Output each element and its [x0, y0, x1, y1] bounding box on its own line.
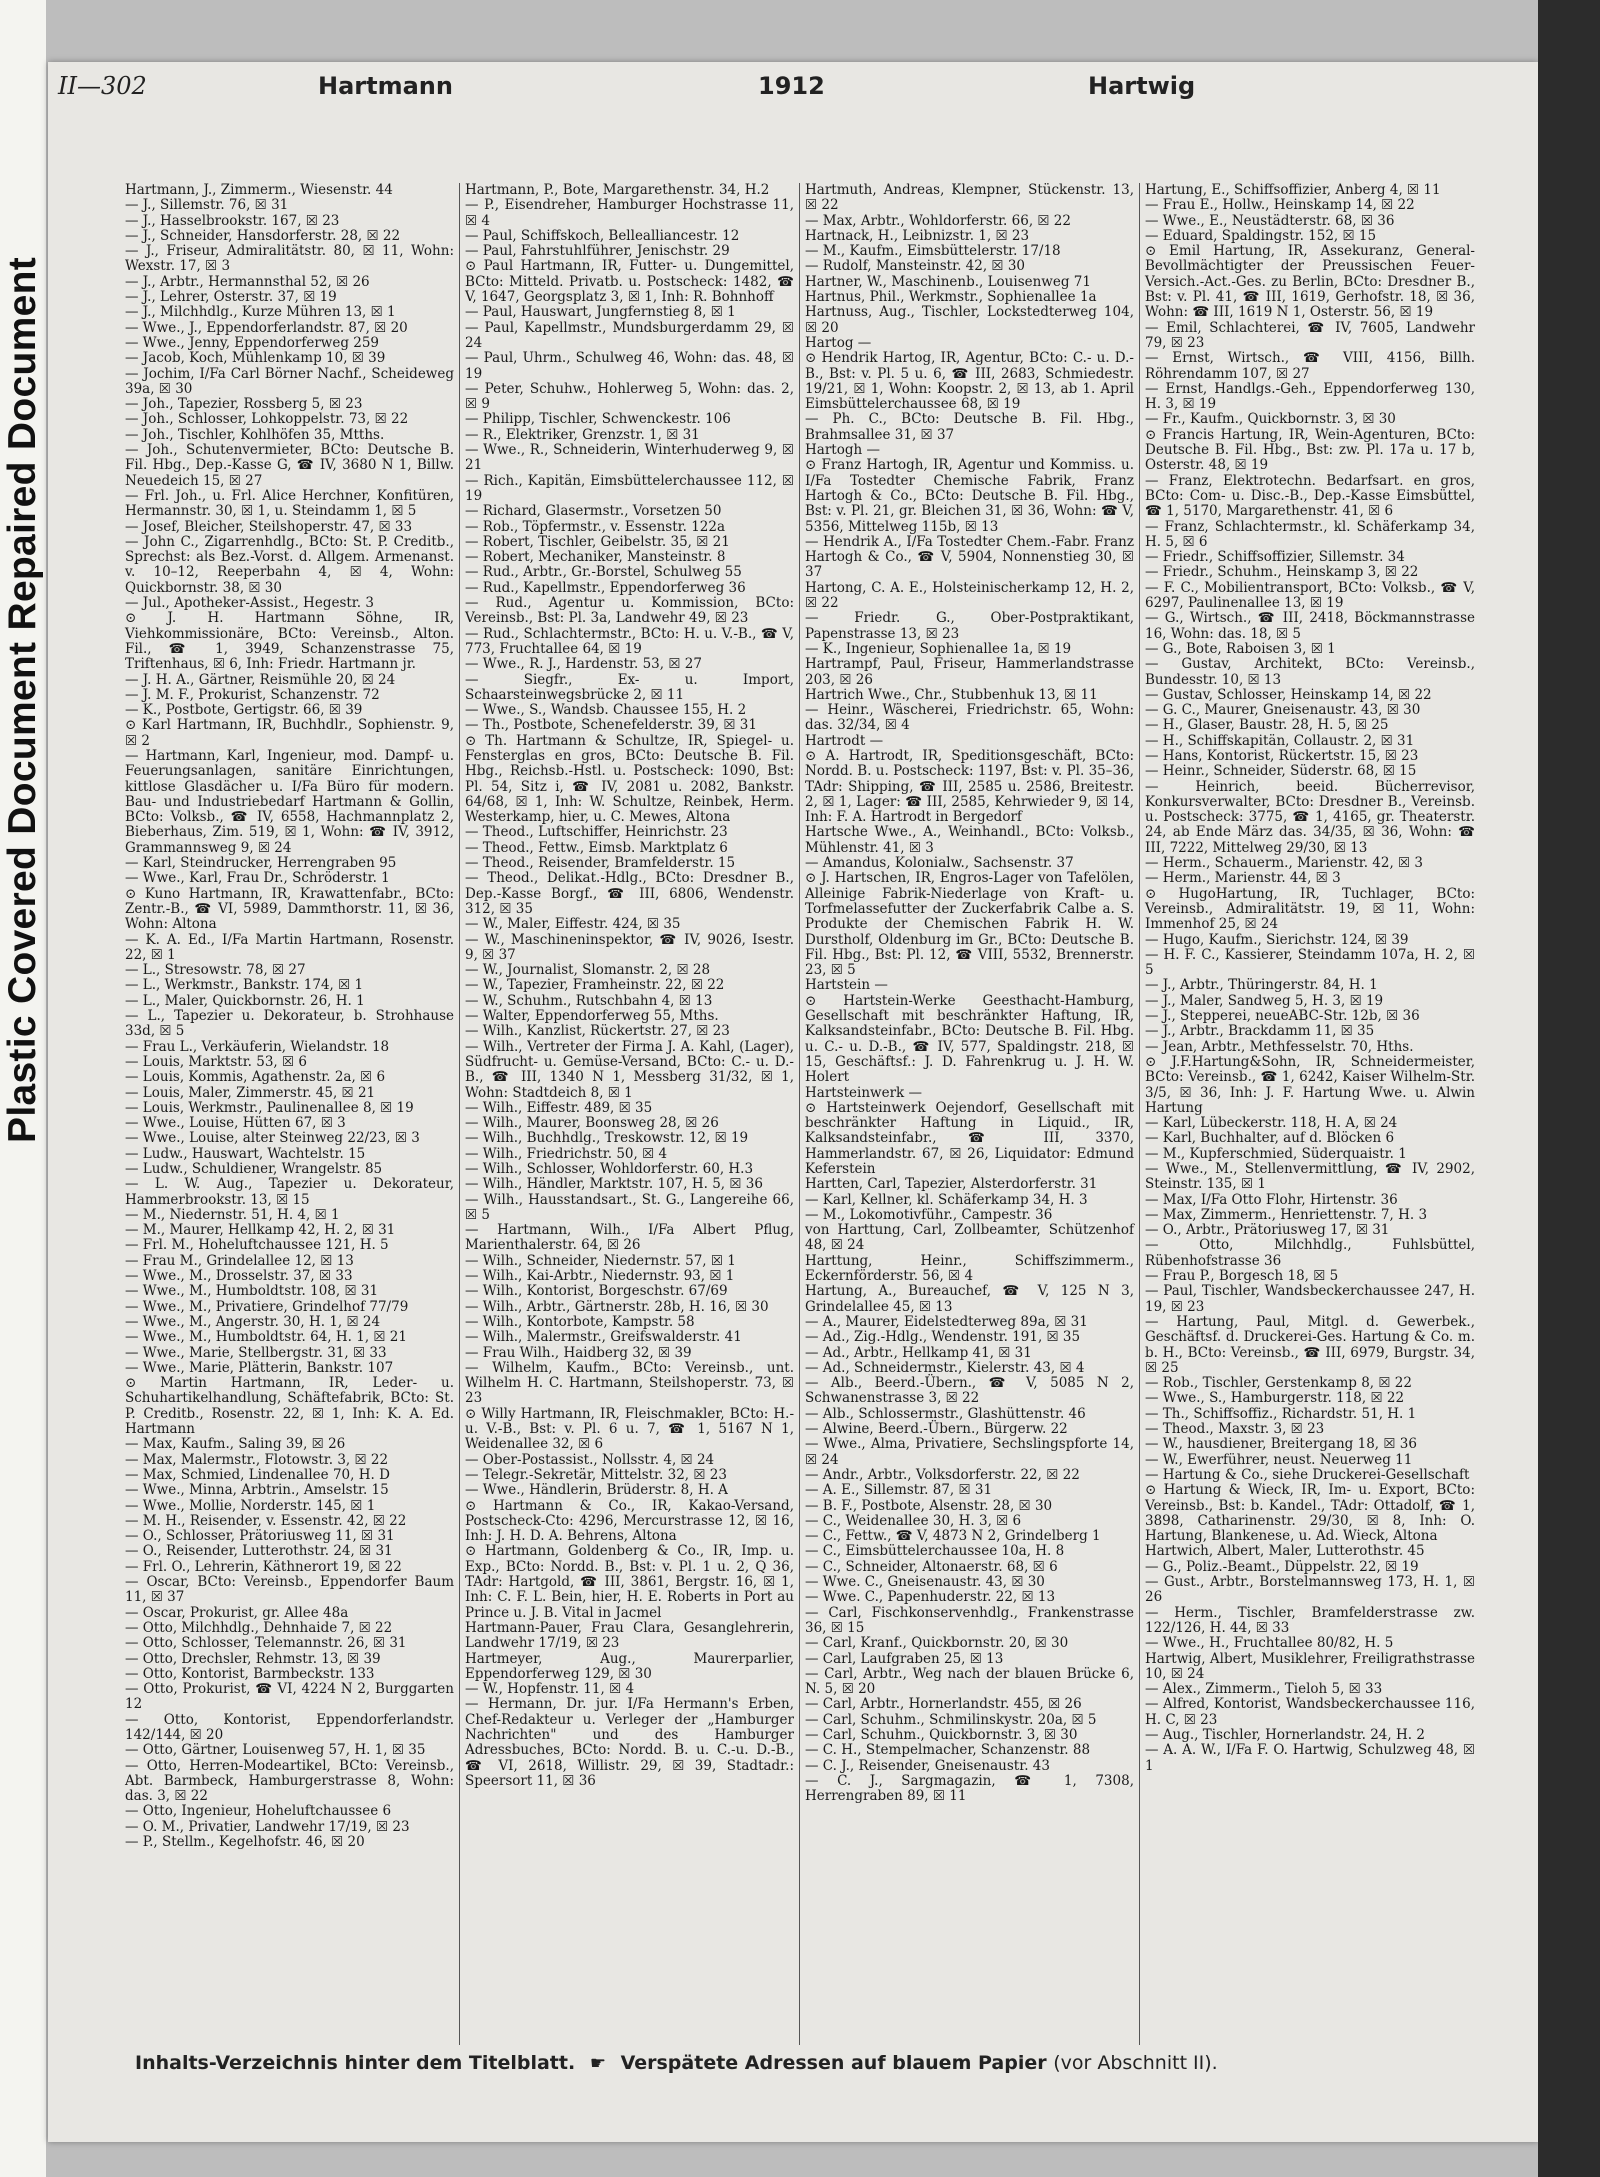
directory-entry: — Wwe., Jenny, Eppendorferweg 259 [125, 334, 380, 351]
directory-entry: — J. H. A., Gärtner, Reismühle 20, ☒ 24 [125, 671, 396, 688]
directory-entry: Hartmann, J., Zimmerm., Wiesenstr. 44 [125, 183, 393, 198]
footer-late-addresses: Verspätete Adressen auf blauem Papier [620, 2052, 1047, 2074]
directory-entry: — Aug., Tischler, Hornerlandstr. 24, H. 2 [1145, 1726, 1425, 1743]
directory-entry: ⊙ HugoHartung, IR, Tuchlager, BCto: Vereinsb., Admiralitätstr. 19, ☒ 11, Wohn: Immenhof 25, ☒ 24 [1145, 885, 1475, 933]
directory-entry: — H., Schiffskapitän, Collaustr. 2, ☒ 31 [1145, 732, 1415, 749]
directory-entry: — Max, Schmied, Lindenallee 70, H. D [125, 1466, 390, 1483]
directory-entry: — Louis, Maler, Zimmerstr. 45, ☒ 21 [125, 1084, 376, 1101]
directory-entry: — P., Eisendreher, Hamburger Hochstrasse 11, ☒ 4 [465, 197, 794, 229]
directory-entry: Hartmann, P., Bote, Margarethenstr. 34, H.2 [465, 183, 770, 198]
directory-entry: — Frl. O., Lehrerin, Käthnerort 19, ☒ 22 [125, 1558, 402, 1575]
directory-entry: — Hartmann, Karl, Ingenieur, mod. Dampf- u. Feuerungsanlagen, sanitäre Einrichtungen, kittlose Glasdächer u. I/Fa Büro für modern. Bau- und Industriebedarf Hartmann & Gollin, BCto: Volksb., ☎ IV, 6558, Hachmannplatz 2, Bieberhaus, Zim. 519, ☒ 1, Wohn: ☎ IV, 3912, Grammannsweg 9, ☒ 24 [125, 747, 454, 856]
directory-entry: — O., Reisender, Lutterothstr. 24, ☒ 31 [125, 1543, 393, 1560]
directory-entry: — Wwe., E., Neustädterstr. 68, ☒ 36 [1145, 212, 1395, 229]
directory-entry: — Frau P., Borgesch 18, ☒ 5 [1145, 1268, 1339, 1285]
directory-entry: — Frl. M., Hoheluftchaussee 121, H. 5 [125, 1237, 389, 1254]
directory-entry: Hartner, W., Maschinenb., Louisenweg 71 [805, 273, 1091, 290]
directory-entry: ⊙ Hartmann, Goldenberg & Co., IR, Imp. u. Exp., BCto: Nordd. B., Bst: v. Pl. 1 u. 2, Q 36, TAdr: Hartgold, ☎ III, 3861, Bergstr. 16, ☒ 1, Inh: C. F. L. Bein, hier, H. E. Roberts in Port au Prince u. J. B. Vital in Jacmel [465, 1543, 794, 1621]
directory-entry: — Karl, Steindrucker, Herrengraben 95 [125, 855, 397, 872]
directory-entry: — W., Tapezier, Framheinstr. 22, ☒ 22 [465, 977, 725, 994]
directory-entry: — W., Schuhm., Rutschbahn 4, ☒ 13 [465, 992, 713, 1009]
directory-entry: — John C., Zigarrenhdlg., BCto: St. P. Creditb., Sprechst: als Bez.-Vorst. d. Allgem. Armenanst. v. 10–12, Reeperbahn 4, ☒ 4, Wohn: Quickbornstr. 38, ☒ 30 [125, 533, 454, 596]
directory-entry: Hartwich, Albert, Maler, Lutterothstr. 45 [1145, 1543, 1425, 1560]
directory-entry: — L., Werkmstr., Bankstr. 174, ☒ 1 [125, 977, 364, 994]
column-2 [460, 183, 800, 2045]
directory-entry: — Hendrik A., I/Fa Tostedter Chem.-Fabr. Franz Hartogh & Co., ☎ V, 5904, Nonnenstieg 30, ☒ 37 [805, 533, 1134, 581]
directory-entry: — Wwe., M., Stellenvermittlung, ☎ IV, 2902, Steinstr. 135, ☒ 1 [1145, 1161, 1475, 1193]
directory-entry: — Rud., Schlachtermstr., BCto: H. u. V.-B., ☎ V, 773, Fruchtallee 64, ☒ 19 [465, 625, 794, 657]
directory-entry: — Fr., Kaufm., Quickbornstr. 3, ☒ 30 [1145, 411, 1396, 428]
directory-entry: Hartrich Wwe., Chr., Stubbenhuk 13, ☒ 11 [805, 686, 1098, 703]
directory-entry: — Joh., Tapezier, Rossberg 5, ☒ 23 [125, 396, 363, 413]
directory-entry: — Hartung, Paul, Mitgl. d. Gewerbek., Geschäftsf. d. Druckerei-Ges. Hartung & Co. m. b. H., BCto: Vereinsb., ☎ III, 6979, Burgstr. 34, ☒ 25 [1145, 1313, 1475, 1376]
directory-entry: — J., Milchhdlg., Kurze Mühren 13, ☒ 1 [125, 304, 396, 321]
directory-entry: ⊙ J. Hartschen, IR, Engros-Lager von Tafelölen, Alleinige Fabrik-Niederlage von Kraft- u. Torfmelassefutter der Zuckerfabrik Calbe a. S. Produkte der Chemischen Fabrik H. W. Durstholf, Oldenburg im Gr., BCto: Deutsche B. Fil. Hbg., Bst: Pl. 12, ☎ VIII, 5532, Brennerstr. 23, ☒ 5 [805, 870, 1134, 979]
directory-entry: — Andr., Arbtr., Volksdorferstr. 22, ☒ 22 [805, 1466, 1080, 1483]
directory-entry: — Wilh., Eiffestr. 489, ☒ 35 [465, 1099, 653, 1116]
directory-entry: — J., Hasselbrookstr. 167, ☒ 23 [125, 212, 340, 229]
directory-entry: von Harttung, Carl, Zollbeamter, Schützenhof 48, ☒ 24 [805, 1222, 1134, 1254]
directory-entry: ⊙ Karl Hartmann, IR, Buchhdlr., Sophienstr. 9, ☒ 2 [125, 717, 454, 749]
directory-entry: — Siegfr., Ex- u. Import, Schaarsteinwegsbrücke 2, ☒ 11 [465, 671, 794, 703]
directory-entry: — Wwe., Mollie, Norderstr. 145, ☒ 1 [125, 1497, 376, 1514]
directory-entry: — J., Friseur, Admiralitätstr. 80, ☒ 11, Wohn: Wexstr. 17, ☒ 3 [125, 243, 454, 275]
directory-entry: — J., Schneider, Hansdorferstr. 28, ☒ 22 [125, 227, 401, 244]
directory-entry: — Rich., Kapitän, Eimsbüttelerchaussee 112, ☒ 19 [465, 472, 794, 504]
directory-entry: — Wwe., S., Wandsb. Chaussee 155, H. 2 [465, 702, 747, 719]
last-entry-heading: Hartwig [1088, 72, 1196, 100]
directory-entry: — Otto, Herren-Modeartikel, BCto: Vereinsb., Abt. Barmbeck, Hamburgerstrasse 8, Wohn: das. 3, ☒ 22 [125, 1757, 454, 1805]
directory-entry: ⊙ Th. Hartmann & Schultze, IR, Spiegel- u. Fensterglas en gros, BCto: Deutsche B. Fil. Hbg., Reichsb.-Hstl. u. Postscheck: 1090, Bst: Pl. 54, Sitz i, ☎ IV, 2081 u. 2082, Bankstr. 64/68, ☒ 1, Inh: W. Schultze, Reinbek, Herm. Westerkamp, hier, u. C. Mewes, Altona [465, 732, 794, 826]
directory-entry: — J., Maler, Sandweg 5, H. 3, ☒ 19 [1145, 992, 1384, 1009]
directory-entry: — O., Schlosser, Prätoriusweg 11, ☒ 31 [125, 1528, 395, 1545]
directory-entry: — Eduard, Spaldingstr. 152, ☒ 15 [1145, 227, 1377, 244]
directory-entry: — Wilh., Friedrichstr. 50, ☒ 4 [465, 1145, 668, 1162]
directory-entry: Hartog — [805, 334, 872, 351]
directory-entry: — Karl, Buchhalter, auf d. Blöcken 6 [1145, 1130, 1395, 1147]
directory-entry: — Otto, Milchhdlg., Dehnhaide 7, ☒ 22 [125, 1619, 393, 1636]
directory-entry: — Hans, Kontorist, Rückertstr. 15, ☒ 23 [1145, 747, 1419, 764]
directory-entry: — Louis, Werkmstr., Paulinenallee 8, ☒ 19 [125, 1099, 414, 1116]
directory-entry: Hartnus, Phil., Werkmstr., Sophienallee 1a [805, 289, 1097, 306]
directory-entry: — J., Stepperei, neueABC-Str. 12b, ☒ 36 [1145, 1008, 1420, 1025]
directory-entry: — G., Poliz.-Beamt., Düppelstr. 22, ☒ 19 [1145, 1558, 1419, 1575]
directory-entry: — W., Maler, Eiffestr. 424, ☒ 35 [465, 916, 681, 933]
directory-entry: — Rud., Kapellmstr., Eppendorferweg 36 [465, 579, 746, 596]
directory-entry: — Wilh., Hausstandsart., St. G., Langereihe 66, ☒ 5 [465, 1191, 794, 1223]
directory-entry: — C., Schneider, Altonaerstr. 68, ☒ 6 [805, 1558, 1058, 1575]
spine-label: Plastic Covered Document Repaired Document [1, 257, 44, 1143]
directory-entry: ⊙ Hartsteinwerk Oejendorf, Gesellschaft mit beschränkter Haftung in Liquid., IR, Kalksandsteinfabr., ☎ III, 3370, Hammerlandstr. 67, ☒ 26, Liquidator: Edmund Keferstein [805, 1099, 1134, 1177]
directory-entry: — Wilh., Buchhdlg., Treskowstr. 12, ☒ 19 [465, 1130, 749, 1147]
first-entry-heading: Hartmann [318, 72, 453, 100]
directory-entry: — J. M. F., Prokurist, Schanzenstr. 72 [125, 686, 380, 703]
directory-entry: — K., Postbote, Gertigstr. 66, ☒ 39 [125, 702, 363, 719]
directory-entry: — Wwe., R., Schneiderin, Winterhuderweg 9, ☒ 21 [465, 442, 794, 474]
directory-entry: — Ph. C., BCto: Deutsche B. Fil. Hbg., Brahmsallee 31, ☒ 37 [805, 411, 1134, 443]
directory-entry: — Otto, Kontorist, Barmbeckstr. 133 [125, 1665, 375, 1682]
directory-columns [120, 183, 1485, 2045]
directory-entry: ⊙ Hartstein-Werke Geesthacht-Hamburg, Gesellschaft mit beschränkter Haftung, IR, Kalksandsteinfabr., BCto: Deutsche B. Fil. Hbg. u. C.- u. D.-B., ☎ IV, 577, Spaldingstr. 218, ☒ 15, Geschäftsf.: J. D. Fahrenkrug u. J. H. W. Holert [805, 992, 1134, 1086]
directory-entry: Hartsche Wwe., A., Weinhandl., BCto: Volksb., Mühlenstr. 41, ☒ 3 [805, 824, 1134, 856]
directory-entry: — Carl, Laufgraben 25, ☒ 13 [805, 1650, 1004, 1667]
directory-entry: — W., Ewerführer, neust. Neuerweg 11 [1145, 1451, 1413, 1468]
directory-entry: ⊙ J. H. Hartmann Söhne, IR, Viehkommissionäre, BCto: Vereinsb., Alton. Fil., ☎ 1, 3949, Schanzenstrasse 75, Triftenhaus, ☒ 6, Inh: Friedr. Hartmann jr. [125, 610, 454, 673]
directory-entry: — Ad., Arbtr., Hellkamp 41, ☒ 31 [805, 1344, 1032, 1361]
directory-entry: — Wwe., M., Privatiere, Grindelhof 77/79 [125, 1298, 409, 1315]
directory-entry: — Otto, Milchhdlg., Fuhlsbüttel, Rübenhofstrasse 36 [1145, 1237, 1475, 1269]
directory-entry: ⊙ Franz Hartogh, IR, Agentur und Kommiss. u. I/Fa Tostedter Chemische Fabrik, Franz Hartogh & Co., BCto: Deutsche B. Fil. Hbg., Bst: v. Pl. 21, gr. Bleichen 31, ☒ 36, Wohn: ☎ V, 5356, Mittelweg 115b, ☒ 13 [805, 457, 1134, 535]
directory-entry: — Rud., Agentur u. Kommission, BCto: Vereinsb., Bst: Pl. 3a, Landwehr 49, ☒ 23 [465, 595, 794, 627]
directory-entry: — M., Kaufm., Eimsbüttelerstr. 17/18 [805, 243, 1061, 260]
directory-entry: — Carl, Arbtr., Hornerlandstr. 455, ☒ 26 [805, 1696, 1082, 1713]
directory-entry: — Hugo, Kaufm., Sierichstr. 124, ☒ 39 [1145, 931, 1409, 948]
directory-entry: ⊙ Martin Hartmann, IR, Leder- u. Schuhartikelhandlung, Schäftefabrik, BCto: St. P. Creditb., Rosenstr. 22, ☒ 1, Inh: K. A. Ed. Hartmann [125, 1375, 454, 1438]
directory-entry: — Frau Wilh., Haidberg 32, ☒ 39 [465, 1344, 692, 1361]
directory-entry: — Otto, Schlosser, Telemannstr. 26, ☒ 31 [125, 1635, 407, 1652]
directory-entry: ⊙ Francis Hartung, IR, Wein-Agenturen, BCto: Deutsche B. Fil. Hbg., Bst: zw. Pl. 17a u. 17 b, Osterstr. 48, ☒ 19 [1145, 426, 1475, 474]
column-4 [1140, 183, 1480, 2045]
directory-entry: — Otto, Drechsler, Rehmstr. 13, ☒ 39 [125, 1650, 381, 1667]
directory-entry: — Wwe., M., Drosselstr. 37, ☒ 33 [125, 1268, 353, 1285]
directory-entry: — Carl, Fischkonservenhdlg., Frankenstrasse 36, ☒ 15 [805, 1604, 1134, 1636]
page-number: II—302 [58, 72, 147, 100]
directory-entry: — Theod., Fettw., Eimsb. Marktplatz 6 [465, 839, 728, 856]
directory-entry: — Wwe., H., Fruchtallee 80/82, H. 5 [1145, 1635, 1394, 1652]
directory-entry: — L., Maler, Quickbornstr. 26, H. 1 [125, 992, 365, 1009]
directory-entry: — Paul, Fahrstuhlführer, Jenischstr. 29 [465, 243, 730, 260]
directory-entry: — M., Lokomotivführ., Campestr. 36 [805, 1206, 1053, 1223]
directory-entry: — Wwe., S., Hamburgerstr. 118, ☒ 22 [1145, 1390, 1405, 1407]
directory-entry: — Wwe., R. J., Hardenstr. 53, ☒ 27 [465, 656, 702, 673]
directory-entry: — Ludw., Hauswart, Wachtelstr. 15 [125, 1145, 366, 1162]
directory-entry: — Wilh., Maurer, Boonsweg 28, ☒ 26 [465, 1115, 719, 1132]
directory-entry: — Telegr.-Sekretär, Mittelstr. 32, ☒ 23 [465, 1466, 727, 1483]
directory-entry: — Th., Postbote, Schenefelderstr. 39, ☒ 31 [465, 717, 757, 734]
directory-entry: — Wwe., M., Humboldtstr. 64, H. 1, ☒ 21 [125, 1329, 407, 1346]
directory-entry: — Wilh., Schlosser, Wohldorferstr. 60, H.3 [465, 1161, 754, 1177]
directory-entry: — M. H., Reisender, v. Essenstr. 42, ☒ 22 [125, 1512, 407, 1529]
directory-entry: — Carl, Schuhm., Schmilinskystr. 20a, ☒ 5 [805, 1711, 1097, 1728]
directory-entry: — Ad., Schneidermstr., Kielerstr. 43, ☒ 4 [805, 1359, 1085, 1376]
directory-entry: — Robert, Tischler, Geibelstr. 35, ☒ 21 [465, 533, 730, 550]
directory-entry: ⊙ J.F.Hartung&Sohn, IR, Schneidermeister, BCto: Vereinsb., ☎ 1, 6242, Kaiser Wilhelm-Str. 3/5, ☒ 36, Inh: J. F. Hartung Wwe. u. Alwin Hartung [1145, 1053, 1475, 1116]
directory-entry: — Otto, Prokurist, ☎ VI, 4224 N 2, Burggarten 12 [125, 1681, 454, 1713]
directory-entry: — Hermann, Dr. jur. I/Fa Hermann's Erben, Chef-Redakteur u. Verleger der „Hamburger Nachrichten" und des Hamburger Adressbuches, BCto: Nordd. B. u. C.-u. D.-B., ☎ VI, 2618, Willistr. 29, ☒ 39, Stadtadr.: Speersort 11, ☒ 36 [465, 1696, 794, 1789]
directory-entry: — Josef, Bleicher, Steilshoperstr. 47, ☒ 33 [125, 518, 413, 535]
directory-entry: — Rudolf, Mansteinstr. 42, ☒ 30 [805, 258, 1025, 275]
directory-entry: — W., hausdiener, Breitergang 18, ☒ 36 [1145, 1436, 1417, 1453]
directory-entry: — Oscar, BCto: Vereinsb., Eppendorfer Baum 11, ☒ 37 [125, 1574, 454, 1606]
directory-entry: — C. J., Reisender, Gneisenaustr. 43 [805, 1757, 1050, 1774]
directory-entry: — Wwe., M., Humboldtstr. 108, ☒ 31 [125, 1283, 379, 1300]
directory-entry: — Alwine, Beerd.-Übern., Bürgerw. 22 [805, 1421, 1068, 1438]
directory-entry: — Wwe., Karl, Frau Dr., Schröderstr. 1 [125, 870, 390, 887]
directory-entry: ⊙ Willy Hartmann, IR, Fleischmakler, BCto: H.-u. V.-B., Bst: v. Pl. 6 u. 7, ☎ 1, 5167 N 1, Weidenallee 32, ☒ 6 [465, 1405, 794, 1453]
directory-entry: — L., Stresowstr. 78, ☒ 27 [125, 962, 306, 979]
directory-entry: — Rob., Tischler, Gerstenkamp 8, ☒ 22 [1145, 1375, 1412, 1392]
directory-entry: — Hartung & Co., siehe Druckerei-Gesellschaft [1145, 1466, 1470, 1483]
directory-entry: — Friedr., Schiffsoffizier, Sillemstr. 34 [1145, 549, 1405, 566]
directory-entry: — Wilh., Kontorbote, Kampstr. 58 [465, 1313, 695, 1330]
footer-section-note: (vor Abschnitt II). [1053, 2052, 1218, 2074]
directory-entry: — Jochim, I/Fa Carl Börner Nachf., Scheideweg 39a, ☒ 30 [125, 365, 454, 397]
directory-entry: Hartwig, Albert, Musiklehrer, Freiligrathstrasse 10, ☒ 24 [1145, 1650, 1475, 1682]
directory-entry: — K., Ingenieur, Sophienallee 1a, ☒ 19 [805, 640, 1072, 657]
directory-entry: — J., Sillemstr. 76, ☒ 31 [125, 197, 289, 214]
footer-index-note: Inhalts-Verzeichnis hinter dem Titelblatt. [135, 2052, 576, 2074]
directory-entry: — Wwe., Louise, alter Steinweg 22/23, ☒ 3 [125, 1130, 420, 1147]
directory-entry: — Joh., Tischler, Kohlhöfen 35, Mtths. [125, 426, 385, 443]
directory-entry: — Emil, Schlachterei, ☎ IV, 7605, Landwehr 79, ☒ 23 [1145, 319, 1475, 351]
directory-entry: — P., Stellm., Kegelhofstr. 46, ☒ 20 [125, 1834, 365, 1851]
directory-entry: — A., Maurer, Eidelstedterweg 89a, ☒ 31 [805, 1313, 1088, 1330]
directory-entry: — G. C., Maurer, Gneisenaustr. 43, ☒ 30 [1145, 702, 1421, 719]
directory-entry: — Max, Zimmerm., Henriettenstr. 7, H. 3 [1145, 1206, 1428, 1223]
directory-entry: — Otto, Kontorist, Eppendorferlandstr. 142/144, ☒ 20 [125, 1711, 454, 1743]
directory-entry: — Friedr., Schuhm., Heinskamp 3, ☒ 22 [1145, 564, 1419, 581]
directory-entry: — Paul, Hauswart, Jungfernstieg 8, ☒ 1 [465, 304, 736, 321]
directory-entry: — M., Niedernstr. 51, H. 4, ☒ 1 [125, 1206, 340, 1223]
directory-entry: — H. F. C., Kassierer, Steindamm 107a, H. 2, ☒ 5 [1145, 946, 1475, 979]
directory-entry: — J., Arbtr., Hermannsthal 52, ☒ 26 [125, 273, 370, 290]
directory-entry: — Peter, Schuhw., Hohlerweg 5, Wohn: das. 2, ☒ 9 [465, 380, 794, 413]
directory-entry: — Ernst, Wirtsch., ☎ VIII, 4156, Billh. Röhrendamm 107, ☒ 27 [1145, 350, 1475, 382]
directory-entry: — Franz, Schlachtermstr., kl. Schäferkamp 34, H. 5, ☒ 6 [1145, 518, 1475, 550]
directory-entry: — Friedr. G., Ober-Postpraktikant, Papenstrasse 13, ☒ 23 [805, 610, 1134, 642]
directory-entry: — Alfred, Kontorist, Wandsbeckerchaussee 116, H. C, ☒ 23 [1145, 1696, 1475, 1728]
directory-entry: ⊙ Emil Hartung, IR, Assekuranz, General-Bevollmächtigter der Preussischen Feuer-Versich.-Act.-Ges. zu Berlin, BCto: Dresdner B., Bst: v. Pl. 41, ☎ III, 1619, Gerhofstr. 18, ☒ 36, Wohn: ☎ III, 1619 N 1, Osterstr. 56, ☒ 19 [1145, 243, 1475, 321]
directory-entry: — Karl, Lübeckerstr. 118, H. A, ☒ 24 [1145, 1115, 1398, 1132]
directory-entry: — Wilh., Schneider, Niedernstr. 57, ☒ 1 [465, 1252, 736, 1269]
directory-entry: Hartrodt — [805, 732, 884, 749]
directory-entry: Hartung, E., Schiffsoffizier, Anberg 4, ☒ 11 [1145, 183, 1441, 198]
directory-entry: Hartstein — [805, 977, 888, 994]
directory-entry: — C. H., Stempelmacher, Schanzenstr. 88 [805, 1742, 1091, 1759]
directory-entry: — Gustav, Architekt, BCto: Vereinsb., Bundesstr. 10, ☒ 13 [1145, 656, 1475, 688]
directory-entry: Harttung, Heinr., Schiffszimmerm., Eckernförderstr. 56, ☒ 4 [805, 1252, 1134, 1285]
directory-entry: — Hartmann, Wilh., I/Fa Albert Pflug, Marienthalerstr. 64, ☒ 26 [465, 1222, 794, 1254]
directory-entry: — Robert, Mechaniker, Mansteinstr. 8 [465, 549, 726, 566]
directory-entry: — M., Kupferschmied, Süderquaistr. 1 [1145, 1145, 1407, 1162]
directory-entry: — J., Arbtr., Thüringerstr. 84, H. 1 [1145, 977, 1378, 994]
directory-entry: — J., Arbtr., Brackdamm 11, ☒ 35 [1145, 1023, 1375, 1040]
directory-entry: — Heinrich, beeid. Bücherrevisor, Konkursverwalter, BCto: Dresdner B., Vereinsb. u. Postscheck: 3775, ☎ 1, 4165, gr. Theaterstr. 24, ab Ende März das. 34/35, ☒ 36, Wohn: ☎ III, 7222, Mittelweg 29/30, ☒ 13 [1145, 778, 1475, 856]
directory-entry: — G., Wirtsch., ☎ III, 2418, Böckmannstrasse 16, Wohn: das. 18, ☒ 5 [1145, 610, 1475, 642]
directory-entry: Hartnuss, Aug., Tischler, Lockstedterweg 104, ☒ 20 [805, 304, 1134, 336]
directory-entry: — Wwe., Alma, Privatiere, Sechslingspforte 14, ☒ 24 [805, 1436, 1134, 1468]
directory-entry: — Paul, Schiffskoch, Bellealliancestr. 12 [465, 227, 740, 244]
directory-entry: — Carl, Kranf., Quickbornstr. 20, ☒ 30 [805, 1635, 1069, 1652]
directory-entry: — Alb., Schlossermstr., Glashüttenstr. 46 [805, 1405, 1086, 1422]
directory-entry: Hartong, C. A. E., Holsteinischerkamp 12, H. 2, ☒ 22 [805, 579, 1134, 612]
directory-entry: — B. F., Postbote, Alsenstr. 28, ☒ 30 [805, 1497, 1053, 1514]
directory-entry: — A. A. W., I/Fa F. O. Hartwig, Schulzweg 48, ☒ 1 [1145, 1742, 1475, 1774]
directory-entry: — G., Bote, Raboisen 3, ☒ 1 [1145, 640, 1336, 657]
directory-entry: — Frau L., Verkäuferin, Wielandstr. 18 [125, 1038, 390, 1055]
directory-entry: — Heinr., Schneider, Süderstr. 68, ☒ 15 [1145, 763, 1417, 780]
directory-entry: ⊙ Hartmann & Co., IR, Kakao-Versand, Postscheck-Cto: 4296, Mercurstrasse 12, ☒ 16, Inh: J. H. D. A. Behrens, Altona [465, 1497, 794, 1545]
directory-entry: — Wilh., Malermstr., Greifswalderstr. 41 [465, 1329, 742, 1346]
directory-entry: — Paul, Uhrm., Schulweg 46, Wohn: das. 48, ☒ 19 [465, 350, 794, 382]
directory-entry: — Rob., Töpfermstr., v. Essenstr. 122a [465, 518, 726, 535]
directory-entry: — Max, I/Fa Otto Flohr, Hirtenstr. 36 [1145, 1191, 1398, 1208]
directory-entry: — L. W. Aug., Tapezier u. Dekorateur, Hammerbrookstr. 13, ☒ 15 [125, 1176, 454, 1208]
directory-entry: — Alb., Beerd.-Übern., ☎ V, 5085 N 2, Schwanenstrasse 3, ☒ 22 [805, 1375, 1134, 1407]
directory-entry: ⊙ Hendrik Hartog, IR, Agentur, BCto: C.- u. D.-B., Bst: v. Pl. 5 u. 6, ☎ III, 2683, Schmiedestr. 19/21, ☒ 1, Wohn: Koopstr. 2, ☒ 13, ab 1. April Eimsbüttelerchaussee 68, ☒ 19 [805, 350, 1134, 413]
directory-entry: — Wilh., Vertreter der Firma J. A. Kahl, (Lager), Südfrucht- u. Gemüse-Versand, BCto: C.- u. D.-B., ☎ III, 1340 N 1, Messberg 31/32, ☒ 1, Wohn: Stadtdeich 8, ☒ 1 [465, 1038, 794, 1101]
page-footer [135, 2052, 1495, 2080]
directory-entry: — W., Journalist, Slomanstr. 2, ☒ 28 [465, 962, 711, 979]
directory-entry: Hartten, Carl, Tapezier, Alsterdorferstr. 31 [805, 1176, 1098, 1193]
directory-entry: — F. C., Mobilientransport, BCto: Volksb., ☎ V, 6297, Paulinenallee 13, ☒ 19 [1145, 579, 1475, 612]
directory-entry: — Wilh., Händler, Marktstr. 107, H. 5, ☒ 36 [465, 1176, 763, 1193]
directory-entry: — Gust., Arbtr., Borstelmannsweg 173, H. 1, ☒ 26 [1145, 1574, 1475, 1606]
directory-entry: — Theod., Delikat.-Hdlg., BCto: Dresdner B., Dep.-Kasse Borgf., ☎ III, 6806, Wendenstr. 312, ☒ 35 [465, 870, 794, 917]
directory-entry: — Frau E., Hollw., Heinskamp 14, ☒ 22 [1145, 197, 1415, 214]
directory-entry: ⊙ Hartung & Wieck, IR, Im- u. Export, BCto: Vereinsb., Bst: b. Kandel., TAdr: Ottadolf, ☎ 1, 3898, Catharinenstr. 29/30, ☒ 8, Inh: O. Hartung, Blankenese, u. Ad. Wieck, Altona [1145, 1482, 1475, 1545]
directory-entry: — Philipp, Tischler, Schwenckestr. 106 [465, 411, 731, 428]
directory-entry: — O., Arbtr., Prätoriusweg 17, ☒ 31 [1145, 1222, 1390, 1239]
directory-entry: — M., Maurer, Hellkamp 42, H. 2, ☒ 31 [125, 1222, 396, 1239]
directory-entry: — Karl, Kellner, kl. Schäferkamp 34, H. 3 [805, 1191, 1088, 1208]
directory-entry: — A. E., Sillemstr. 87, ☒ 31 [805, 1482, 993, 1499]
directory-entry: — H., Glaser, Baustr. 28, H. 5, ☒ 25 [1145, 717, 1389, 734]
directory-entry: — Otto, Ingenieur, Hoheluftchaussee 6 [125, 1803, 392, 1820]
directory-entry: — Ad., Zig.-Hdlg., Wendenstr. 191, ☒ 35 [805, 1329, 1081, 1346]
directory-entry: — Wilh., Kontorist, Borgeschstr. 67/69 [465, 1283, 728, 1300]
directory-entry: — Th., Schiffsoffiz., Richardstr. 51, H. 1 [1145, 1405, 1417, 1422]
directory-entry: — Ernst, Handlgs.-Geh., Eppendorferweg 130, H. 3, ☒ 19 [1145, 380, 1475, 413]
directory-entry: — Paul, Kapellmstr., Mundsburgerdamm 29, ☒ 24 [465, 319, 794, 351]
directory-entry: — Theod., Luftschiffer, Heinrichstr. 23 [465, 824, 728, 841]
directory-entry: — Louis, Kommis, Agathenstr. 2a, ☒ 6 [125, 1069, 386, 1086]
directory-entry: Hartrampf, Paul, Friseur, Hammerlandstrasse 203, ☒ 26 [805, 656, 1134, 688]
directory-entry: — C., Eimsbüttelerchaussee 10a, H. 8 [805, 1543, 1065, 1560]
directory-entry: — Herm., Tischler, Bramfelderstrasse zw. 122/126, H. 44, ☒ 33 [1145, 1604, 1475, 1636]
directory-entry: — R., Elektriker, Grenzstr. 1, ☒ 31 [465, 426, 700, 443]
directory-entry: — K. A. Ed., I/Fa Martin Hartmann, Rosenstr. 22, ☒ 1 [125, 931, 454, 963]
directory-entry: Hartmann-Pauer, Frau Clara, Gesanglehrerin, Landwehr 17/19, ☒ 23 [465, 1619, 794, 1652]
directory-entry: — C. J., Sargmagazin, ☎ 1, 7308, Herrengraben 89, ☒ 11 [805, 1772, 1134, 1805]
directory-entry: ⊙ Kuno Hartmann, IR, Krawattenfabr., BCto: Zentr.-B., ☎ VI, 5989, Dammthorstr. 11, ☒ 36, Wohn: Altona [125, 885, 454, 933]
directory-entry: — Carl, Arbtr., Weg nach der blauen Brücke 6, N. 5, ☒ 20 [805, 1665, 1134, 1698]
directory-entry: — O. M., Privatier, Landwehr 17/19, ☒ 23 [125, 1818, 410, 1835]
directory-entry: Hartsteinwerk — [805, 1084, 923, 1101]
directory-entry: — Oscar, Prokurist, gr. Allee 48a [125, 1604, 349, 1621]
directory-entry: — Wwe. C., Gneisenaustr. 43, ☒ 30 [805, 1574, 1045, 1591]
directory-entry: — Alex., Zimmerm., Tieloh 5, ☒ 33 [1145, 1681, 1383, 1698]
directory-entry: ⊙ A. Hartrodt, IR, Speditionsgeschäft, BCto: Nordd. B. u. Postscheck: 1197, Bst: v. Pl. 35–36, TAdr: Shipping, ☎ III, 2585 u. 2586, Breitestr. 2, ☒ 1, Lager: ☎ III, 2585, Kehrwieder 9, ☒ 14, Inh: F. A. Hartrodt in Bergedorf [805, 747, 1134, 826]
directory-entry: — Max, Kaufm., Saling 39, ☒ 26 [125, 1436, 346, 1453]
directory-entry: — Theod., Reisender, Bramfelderstr. 15 [465, 855, 736, 872]
directory-entry: — Wwe., Marie, Stellbergstr. 31, ☒ 33 [125, 1344, 387, 1361]
directory-entry: Hartmuth, Andreas, Klempner, Stückenstr. 13, ☒ 22 [805, 183, 1134, 214]
directory-entry: — C., Fettw., ☎ V, 4873 N 2, Grindelberg 1 [805, 1528, 1101, 1545]
directory-entry: — Wwe., Minna, Arbtrin., Amselstr. 15 [125, 1482, 389, 1499]
directory-entry: ⊙ Paul Hartmann, IR, Futter- u. Dungemittel, BCto: Mitteld. Privatb. u. Postscheck: 1482, ☎ V, 1647, Georgsplatz 3, ☒ 1, Inh: R. Bohnhoff [465, 258, 794, 306]
directory-entry: — Max, Arbtr., Wohldorferstr. 66, ☒ 22 [805, 212, 1071, 229]
directory-entry: — Ludw., Schuldiener, Wrangelstr. 85 [125, 1161, 383, 1177]
directory-entry: — Herm., Marienstr. 44, ☒ 3 [1145, 870, 1341, 887]
directory-entry: — Wilhelm, Kaufm., BCto: Vereinsb., unt. Wilhelm H. C. Hartmann, Steilshoperstr. 73, ☒ 23 [465, 1359, 794, 1407]
dark-right-edge [1538, 0, 1600, 2177]
directory-entry: — Wilh., Kanzlist, Rückertstr. 27, ☒ 23 [465, 1023, 730, 1040]
directory-entry: — Wwe., Marie, Plätterin, Bankstr. 107 [125, 1359, 394, 1376]
directory-entry: — L., Tapezier u. Dekorateur, b. Strohhause 33d, ☒ 5 [125, 1008, 454, 1040]
directory-entry: — Max, Malermstr., Flotowstr. 3, ☒ 22 [125, 1451, 389, 1468]
directory-entry: — Jean, Arbtr., Methfesselstr. 70, Hths. [1145, 1038, 1414, 1055]
directory-entry: — Wwe. C., Papenhuderstr. 22, ☒ 13 [805, 1589, 1056, 1606]
directory-entry: — Wilh., Arbtr., Gärtnerstr. 28b, H. 16, ☒ 30 [465, 1298, 769, 1315]
directory-entry: — Joh., Schutenvermieter, BCto: Deutsche B. Fil. Hbg., Dep.-Kasse G, ☎ IV, 3680 N 1, Billw. Neuedeich 15, ☒ 27 [125, 442, 454, 489]
directory-entry: — Wwe., J., Eppendorferlandstr. 87, ☒ 20 [125, 319, 408, 336]
directory-entry: — Otto, Gärtner, Louisenweg 57, H. 1, ☒ 35 [125, 1742, 426, 1759]
year-heading: 1912 [758, 72, 825, 100]
directory-entry: — W., Maschineninspektor, ☎ IV, 9026, Isestr. 9, ☒ 37 [465, 931, 794, 963]
directory-entry: — Rud., Arbtr., Gr.-Borstel, Schulweg 55 [465, 564, 742, 581]
directory-entry: — Carl, Schuhm., Quickbornstr. 3, ☒ 30 [805, 1726, 1078, 1743]
directory-entry: — W., Hopfenstr. 11, ☒ 4 [465, 1681, 635, 1698]
directory-entry: — Amandus, Kolonialw., Sachsenstr. 37 [805, 855, 1074, 872]
directory-entry: — Herm., Schauerm., Marienstr. 42, ☒ 3 [1145, 855, 1424, 872]
directory-entry: — J., Lehrer, Osterstr. 37, ☒ 19 [125, 289, 337, 306]
directory-entry: — Theod., Maxstr. 3, ☒ 23 [1145, 1421, 1325, 1438]
directory-entry: — Heinr., Wäscherei, Friedrichstr. 65, Wohn: das. 32/34, ☒ 4 [805, 702, 1134, 734]
directory-entry: — Wilh., Kai-Arbtr., Niedernstr. 93, ☒ 1 [465, 1268, 735, 1285]
directory-entry: — Franz, Elektrotechn. Bedarfsart. en gros, BCto: Com- u. Disc.-B., Dep.-Kasse Eimsbüttel, ☎ 1, 5170, Margarethenstr. 41, ☒ 6 [1145, 472, 1475, 520]
directory-entry: Hartmeyer, Aug., Maurerparlier, Eppendorferweg 129, ☒ 30 [465, 1650, 794, 1682]
directory-entry: — Wwe., Louise, Hütten 67, ☒ 3 [125, 1115, 346, 1132]
directory-entry: Hartogh — [805, 442, 880, 459]
directory-entry: — Wwe., Händlerin, Brüderstr. 8, H. A [465, 1482, 728, 1499]
directory-entry: — Louis, Marktstr. 53, ☒ 6 [125, 1053, 307, 1070]
directory-entry: — Ober-Postassist., Nollsstr. 4, ☒ 24 [465, 1451, 715, 1468]
directory-entry: Hartung, A., Bureauchef, ☎ V, 125 N 3, Grindelallee 45, ☒ 13 [805, 1283, 1134, 1315]
directory-entry: — Jacob, Koch, Mühlenkamp 10, ☒ 39 [125, 350, 386, 367]
directory-entry: — C., Weidenallee 30, H. 3, ☒ 6 [805, 1512, 1022, 1529]
directory-entry: — Frl. Joh., u. Frl. Alice Herchner, Konfitüren, Hermannstr. 30, ☒ 1, u. Steindamm 1, ☒ 5 [125, 487, 454, 520]
directory-entry: — Frau M., Grindelallee 12, ☒ 13 [125, 1252, 354, 1269]
pointing-hand-icon: ☛ [589, 2053, 606, 2074]
column-3 [800, 183, 1140, 2045]
directory-entry: — Paul, Tischler, Wandsbeckerchaussee 247, H. 19, ☒ 23 [1145, 1283, 1475, 1315]
directory-entry: — Walter, Eppendorferweg 55, Mths. [465, 1008, 719, 1025]
scanner-spine-strip [0, 0, 46, 2177]
column-1 [120, 183, 460, 2045]
directory-entry: — Wwe., M., Angerstr. 30, H. 1, ☒ 24 [125, 1313, 381, 1330]
directory-entry: — Gustav, Schlosser, Heinskamp 14, ☒ 22 [1145, 686, 1432, 703]
directory-entry: — Jul., Apotheker-Assist., Hegestr. 3 [125, 595, 374, 612]
page-header [58, 72, 1438, 118]
directory-entry: Hartnack, H., Leibnizstr. 1, ☒ 23 [805, 227, 1030, 244]
directory-entry: — Joh., Schlosser, Lohkoppelstr. 73, ☒ 22 [125, 411, 409, 428]
directory-entry: — Richard, Glasermstr., Vorsetzen 50 [465, 503, 722, 520]
